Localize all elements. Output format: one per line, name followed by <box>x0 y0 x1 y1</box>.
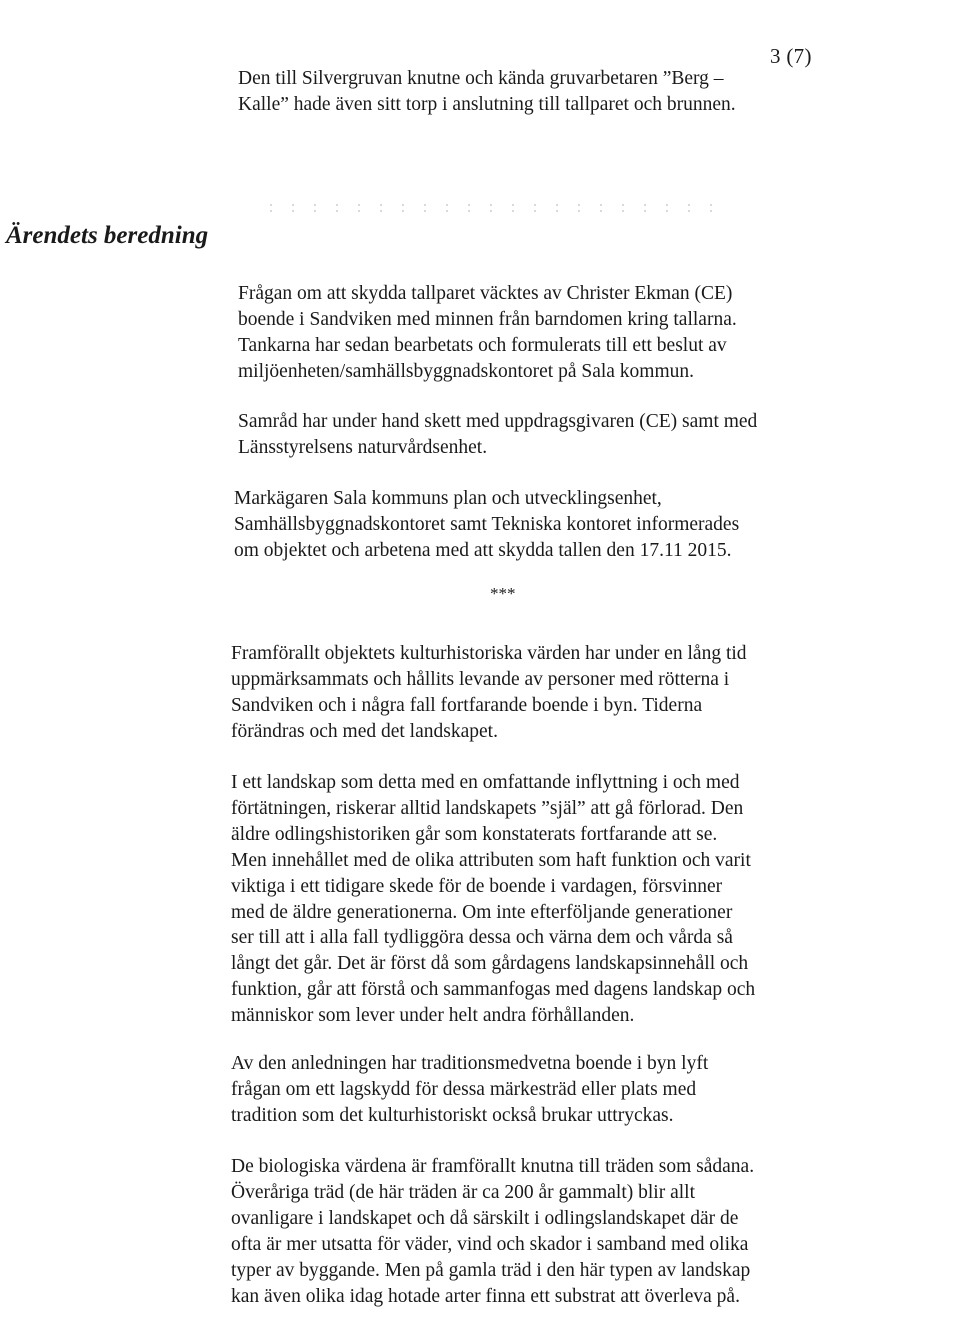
text-line: uppmärksammats och hållits levande av personer med rötterna i <box>231 668 730 690</box>
text-line: Länsstyrelsens naturvårdsenhet. <box>238 436 488 458</box>
text-line: miljöenheten/samhällsbyggnadskontoret på Sala kommun. <box>238 360 695 382</box>
text-line: Den till Silvergruvan knutne och kända gruvarbetaren ”Berg – <box>238 68 724 89</box>
text-line: boende i Sandviken med minnen från barndomen kring tallarna. <box>238 308 737 330</box>
text-line: frågan om ett lagskydd för dessa märkesträd eller plats med <box>231 1078 697 1100</box>
section-separator: *** <box>490 584 516 603</box>
text-line: förtätningen, riskerar alltid landskapets ”själ” att gå förlorad. Den <box>231 797 744 819</box>
text-line: Framförallt objektets kulturhistoriska värden har under en lång tid <box>231 643 747 664</box>
text-line: Överåriga träd (de här träden är ca 200 år gammalt) blir allt <box>231 1181 695 1203</box>
text-line: ovanligare i landskapet och då särskilt i odlingslandskapet där de <box>231 1207 739 1229</box>
text-line: med de äldre generationerna. Om inte efterföljande generationer <box>231 901 733 923</box>
text-line: De biologiska värdena är framförallt knutna till träden som sådana. <box>231 1156 755 1177</box>
text-line: Sandviken och i några fall fortfarande boende i byn. Tiderna <box>231 694 703 716</box>
text-line: Tankarna har sedan bearbetats och formulerats till ett beslut av <box>238 334 727 356</box>
paragraph-cultural-values <box>231 641 851 745</box>
text-line: om objektet och arbetena med att skydda tallen den 17.11 2015. <box>234 539 732 561</box>
text-line: viktiga i ett tidigare skede för de boende i vardagen, försvinner <box>231 875 723 897</box>
text-line: I ett landskap som detta med en omfattande inflyttning i och med <box>231 772 740 793</box>
text-line: Frågan om att skydda tallparet väcktes av Christer Ekman (CE) <box>238 283 733 304</box>
text-line: funktion, går att förstå och sammanfogas med dagens landskap och <box>231 979 756 1001</box>
page-number: 3 (7) <box>770 44 812 68</box>
text-line: Av den anledningen har traditionsmedvetna boende i byn lyft <box>231 1053 709 1074</box>
paragraph-landscape <box>231 770 851 1029</box>
text-line: Markägaren Sala kommuns plan och utvecklingsenhet, <box>234 488 662 509</box>
text-line: förändras och med det landskapet. <box>231 720 498 742</box>
paragraph-legal-protection <box>231 1051 851 1129</box>
paragraph-biological-values <box>231 1154 851 1309</box>
intro-paragraph <box>238 66 858 118</box>
text-line: typer av byggande. Men på gamla träd i den här typen av landskap <box>231 1259 751 1281</box>
text-line: ser till att i alla fall tydliggöra dessa och värna dem och vårda så <box>231 927 733 949</box>
text-line: ofta är mer utsatta för väder, vind och skador i samband med olika <box>231 1233 749 1255</box>
text-line: Samråd har under hand skett med uppdragsgivaren (CE) samt med <box>238 411 758 432</box>
text-line: Kalle” hade även sitt torp i anslutning till tallparet och brunnen. <box>238 93 736 115</box>
paragraph-consultation <box>238 409 838 461</box>
text-line: Men innehållet med de olika attributen som haft funktion och varit <box>231 849 751 871</box>
text-line: tradition som det kulturhistoriskt också brukar uttryckas. <box>231 1104 674 1126</box>
paragraph-initiative <box>238 281 838 385</box>
text-line: Samhällsbyggnadskontoret samt Tekniska kontoret informerades <box>234 513 740 535</box>
text-line: långt det går. Det är först då som gårdagens landskapsinnehåll och <box>231 953 749 975</box>
text-line: kan även olika idag hotade arter finna ett substrat att överleva på. <box>231 1285 740 1307</box>
scan-artifact <box>260 202 720 212</box>
text-line: äldre odlingshistoriken går som konstaterats fortfarande att se. <box>231 823 718 845</box>
section-heading: Ärendets beredning <box>6 222 209 249</box>
paragraph-landowner <box>234 486 834 564</box>
text-line: människor som lever under helt andra förhållanden. <box>231 1005 635 1027</box>
